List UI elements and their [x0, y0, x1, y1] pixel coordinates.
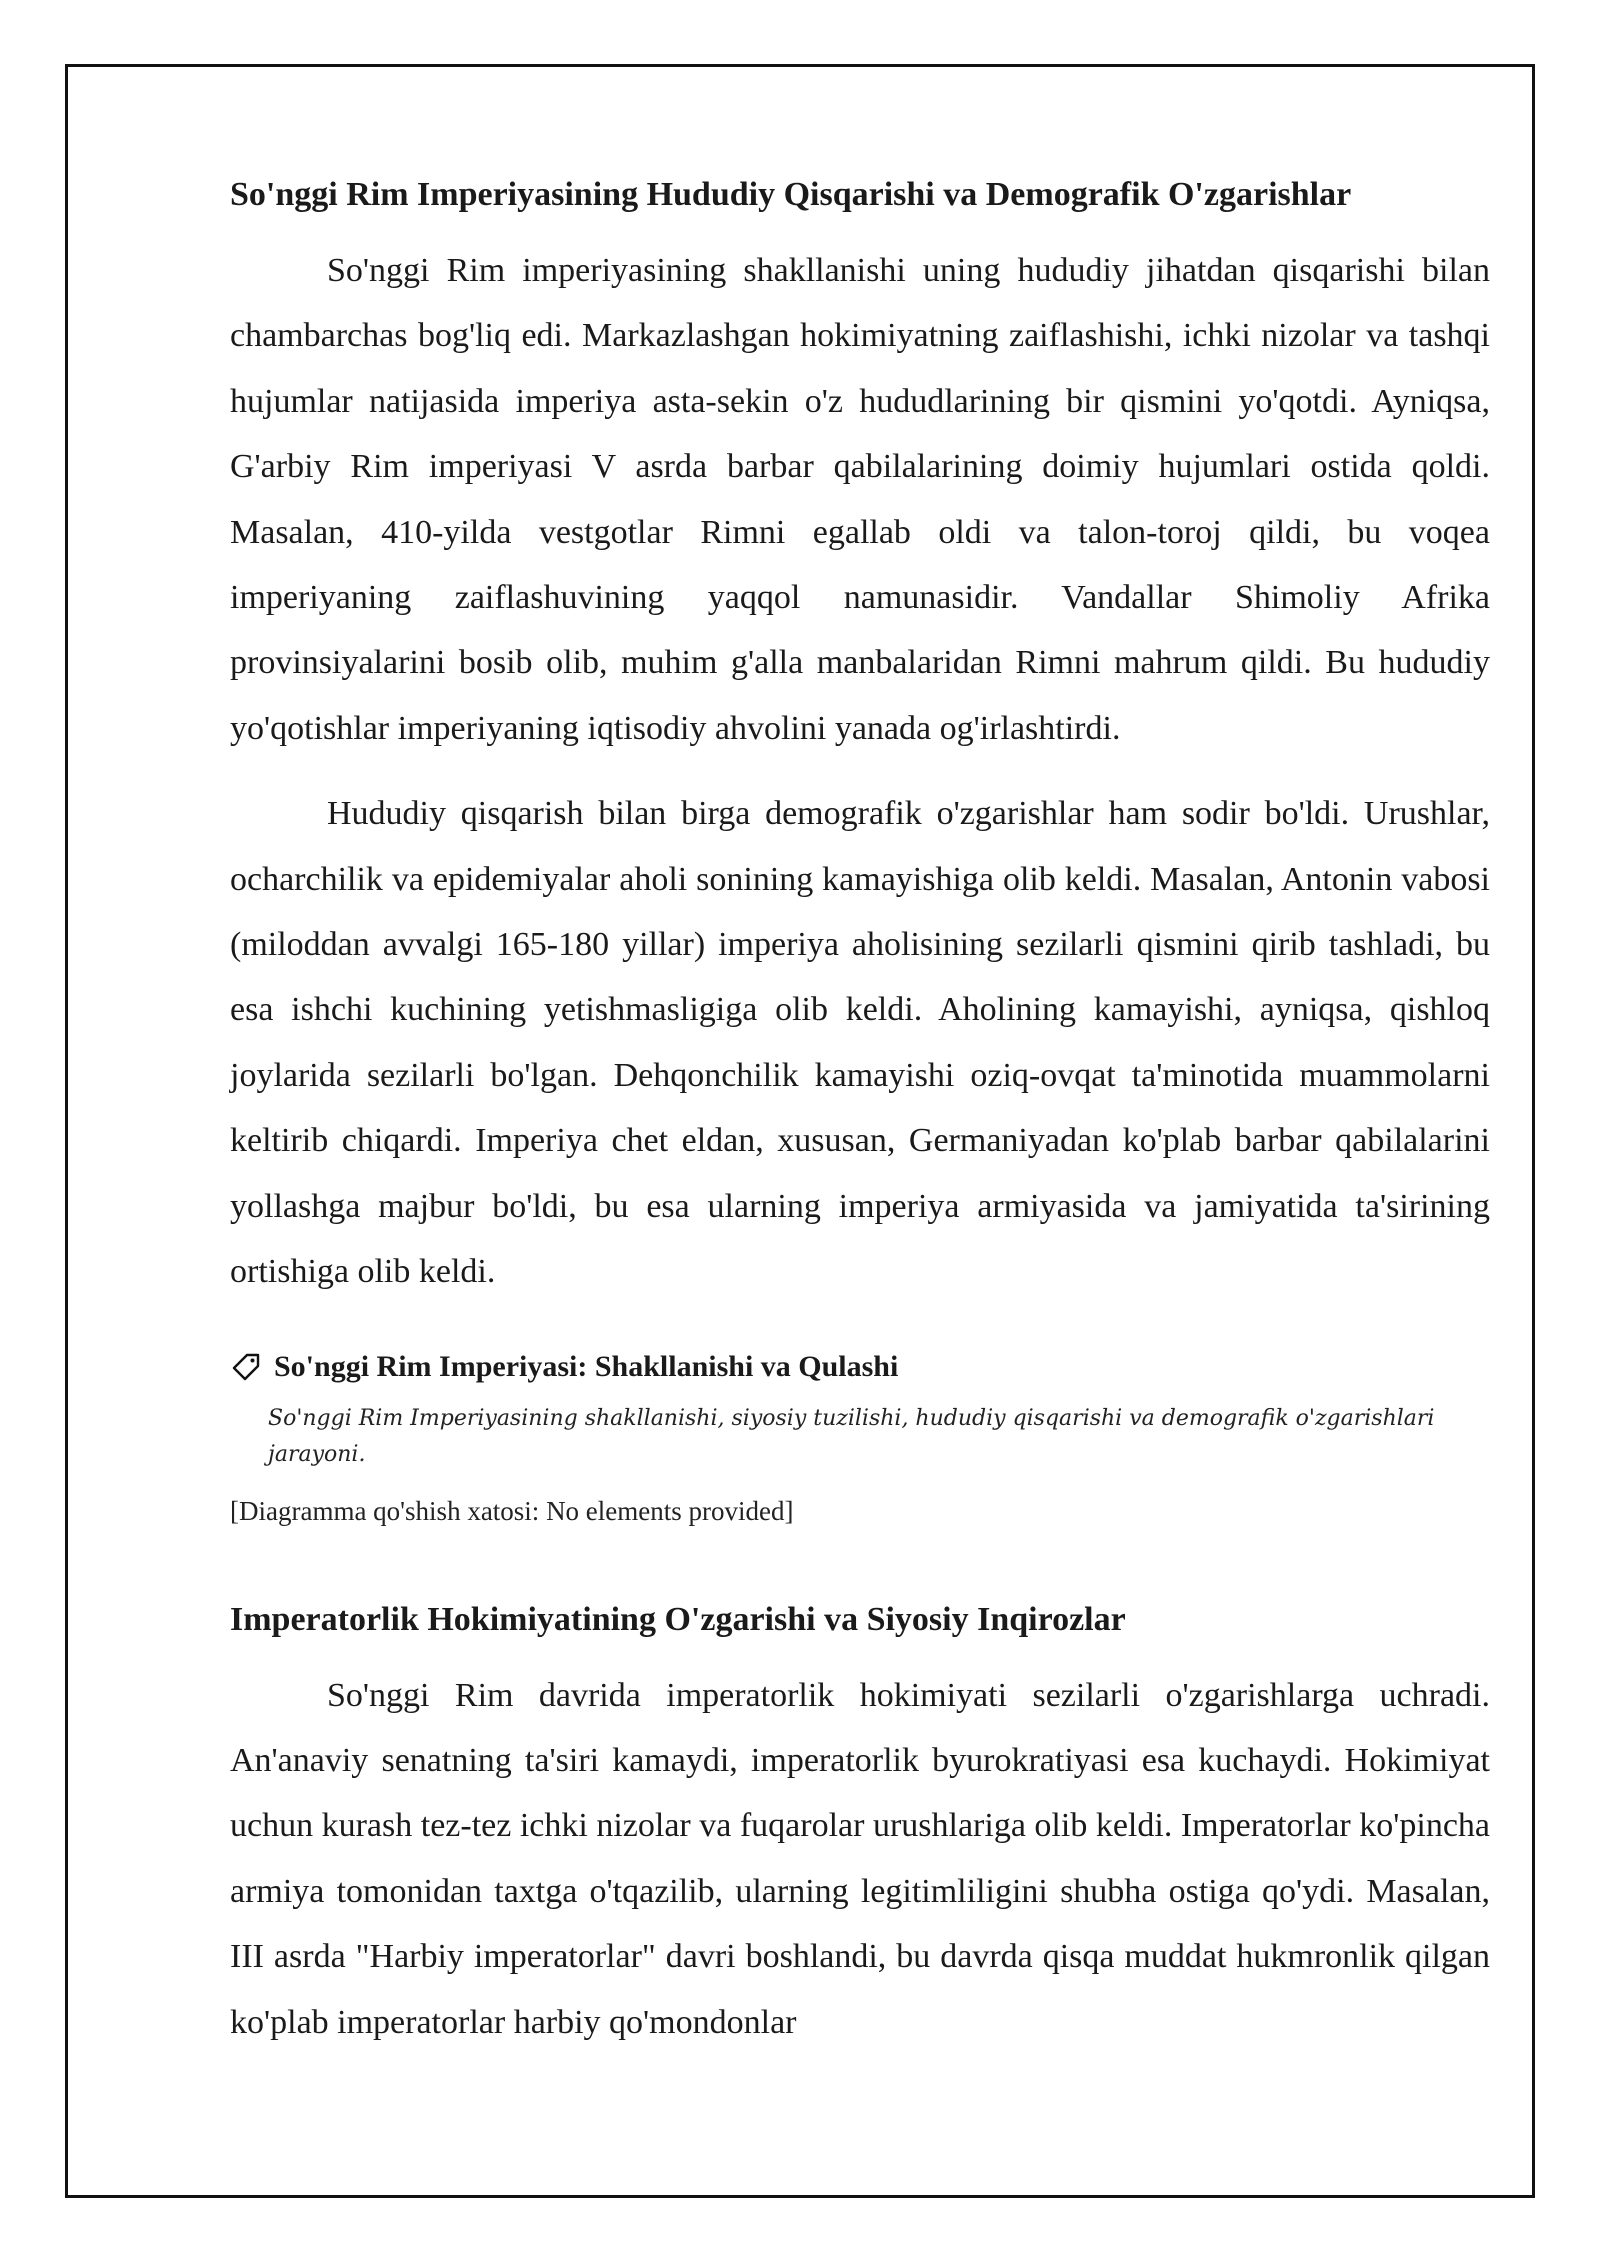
- tag-icon: [230, 1351, 262, 1383]
- section-heading: Imperatorlik Hokimiyatining O'zgarishi va Siyosiy Inqirozlar: [230, 1600, 1126, 1638]
- paragraph: Hududiy qisqarish bilan birga demografik o'zgarishlar ham sodir bo'ldi. Urushlar, ocharchilik va epidemiyalar aholi sonining kamayishiga olib keldi. Masalan, Antonin vabosi (miloddan avvalgi 165-180 yillar) imperiya aholisining sezilarli qismini qirib tashladi, bu esa ishchi kuchining yetishmasligiga olib keldi. Aholining kamayishi, ayniqsa, qishloq joylarida sezilarli bo'lgan. Dehqonchilik kamayishi oziq-ovqat ta'minotida muammolarni keltirib chiqardi. Imperiya chet eldan, xususan, Germaniyadan ko'plab barbar qabilalarini yollashga majbur bo'ldi, bu esa ularning imperiya armiyasida va jamiyatida ta'sirining ortishiga olib keldi.: [230, 795, 1490, 1291]
- section-heading: So'nggi Rim Imperiyasining Hududiy Qisqarishi va Demografik O'zgarishlar: [230, 176, 1352, 213]
- diagram-description: So'nggi Rim Imperiyasining shakllanishi, siyosiy tuzilishi, hududiy qisqarishi va demografik o'zgarishlari jarayoni.: [268, 1405, 1435, 1467]
- diagram-title: [230, 1345, 1490, 1389]
- diagram-title-text: So'nggi Rim Imperiyasi: Shakllanishi va Qulashi: [274, 1349, 899, 1383]
- paragraph: So'nggi Rim imperiyasining shakllanishi uning hududiy jihatdan qisqarishi bilan chambarchas bog'liq edi. Markazlashgan hokimiyatning zaiflashishi, ichki nizolar va tashqi hujumlar natijasida imperiya asta-sekin o'z hududlarining bir qismini yo'qotdi. Ayniqsa, G'arbiy Rim imperiyasi V asrda barbar qabilalarining doimiy hujumlari ostida qoldi. Masalan, 410-yilda vestgotlar Rimni egallab oldi va talon-toroj qildi, bu voqea imperiyaning zaiflashuvining yaqqol namunasidir. Vandallar Shimoliy Afrika provinsiyalarini bosib olib, muhim g'alla manbalaridan Rimni mahrum qildi. Bu hududiy yo'qotishlar imperiyaning iqtisodiy ahvolini yanada og'irlashtirdi.: [230, 252, 1490, 747]
- document-body: [230, 172, 1490, 2075]
- diagram-error-message: [Diagramma qo'shish xatosi: No elements provided]: [230, 1495, 794, 1526]
- paragraph: So'nggi Rim davrida imperatorlik hokimiyati sezilarli o'zgarishlarga uchradi. An'anaviy senatning ta'siri kamaydi, imperatorlik byurokratiyasi esa kuchaydi. Hokimiyat uchun kurash tez-tez ichki nizolar va fuqarolar urushlariga olib keldi. Imperatorlar ko'pincha armiya tomonidan taxtga o'tqazilib, ularning legitimliligini shubha ostiga qo'ydi. Masalan, III asrda "Harbiy imperatorlar" davri boshlandi, bu davrda qisqa muddat hukmronlik qilgan ko'plab imperatorlar harbiy qo'mondonlar: [230, 1676, 1490, 2041]
